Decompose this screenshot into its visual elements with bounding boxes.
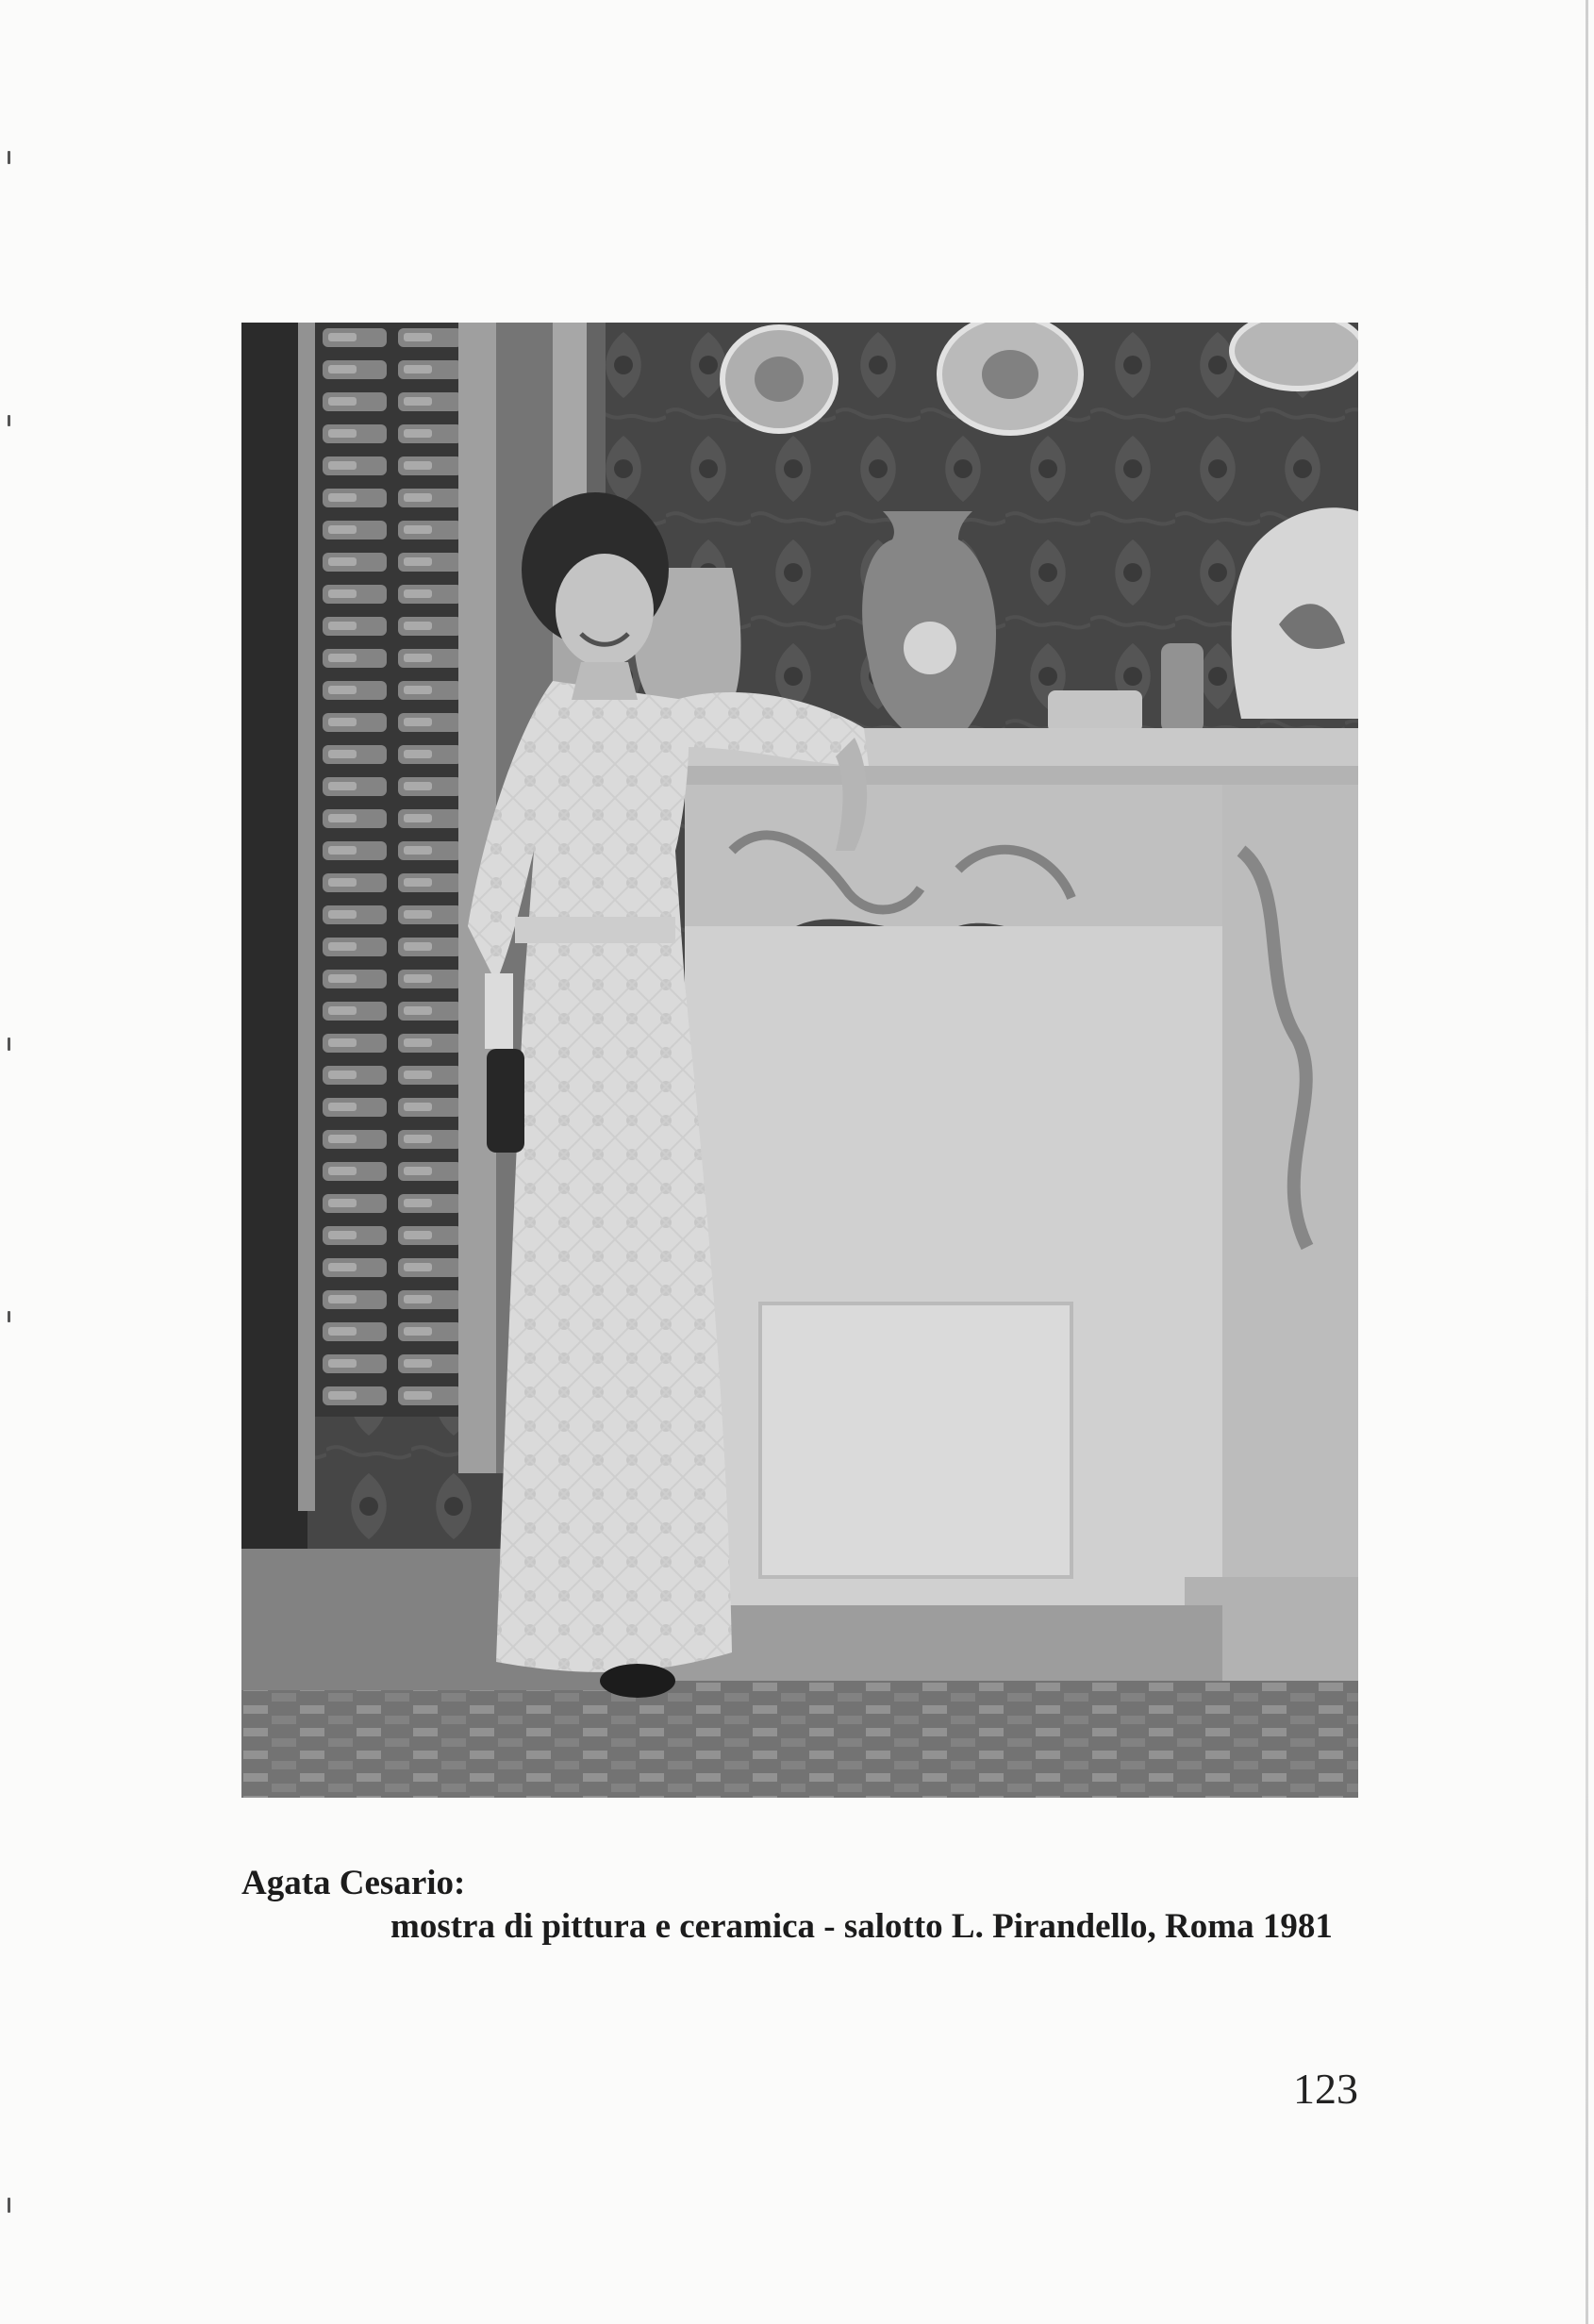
photo-caption [241, 1862, 1364, 1949]
binding-mark [8, 1311, 10, 1322]
binding-mark [8, 1038, 10, 1051]
page-number: 123 [1293, 2065, 1358, 2113]
photograph-illustration [241, 323, 1358, 1798]
photograph [241, 323, 1358, 1798]
caption-description: mostra di pittura e ceramica - salotto L. Pirandello, Roma 1981 [390, 1907, 1333, 1946]
caption-name: Agata Cesario: [241, 1864, 466, 1902]
binding-mark [8, 2198, 10, 2213]
page-edge [1586, 0, 1588, 2324]
binding-mark [8, 151, 10, 164]
binding-mark [8, 415, 10, 426]
